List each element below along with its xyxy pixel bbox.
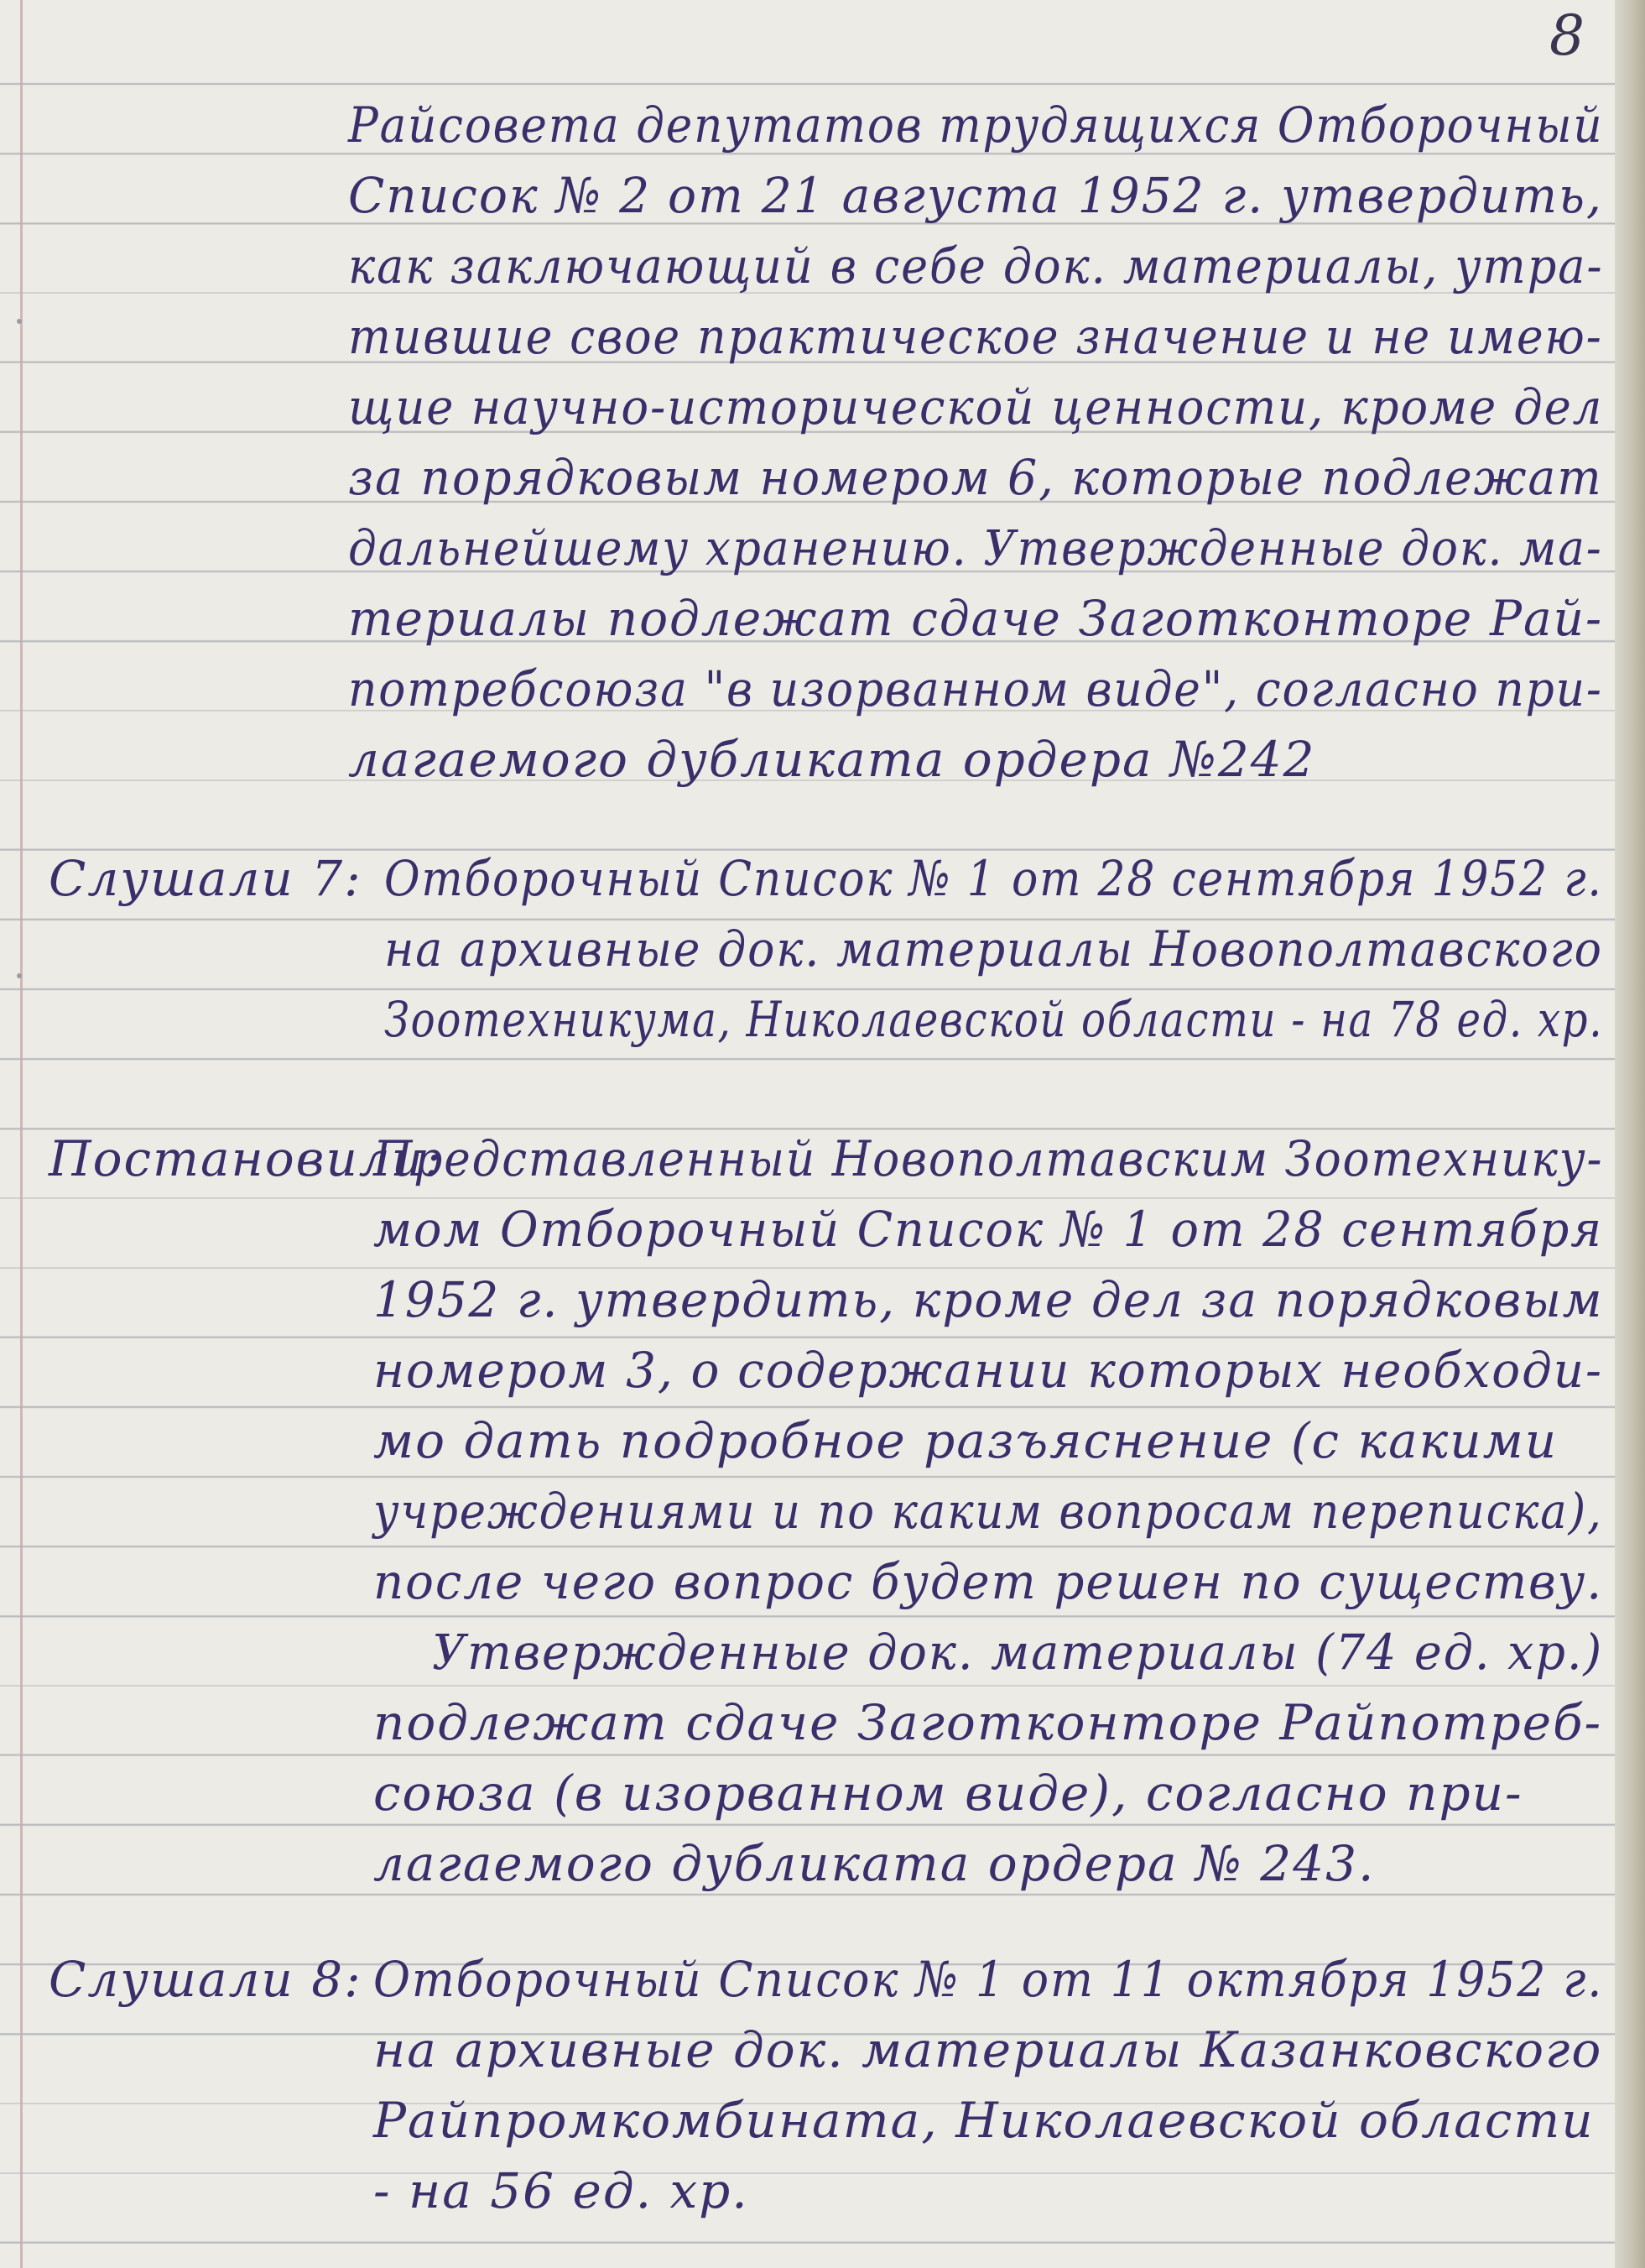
text-line: Список № 2 от 21 августа 1952 г. утвердить, — [348, 167, 1603, 224]
text-line: дальнейшему хранению. Утвержденные док. ма- — [348, 519, 1603, 576]
text-line: тившие свое практическое значение и не имею- — [348, 308, 1603, 365]
text-line: Утвержденные док. материалы (74 ед. хр.) — [432, 1624, 1604, 1681]
binding-edge — [1615, 0, 1645, 2268]
text-line: Райпромкомбината, Николаевской области — [373, 2092, 1595, 2149]
text-line: мо дать подробное разъяснение (с какими — [373, 1412, 1559, 1469]
text-line: мом Отборочный Список № 1 от 28 сентября — [373, 1201, 1603, 1258]
punch-dot — [17, 973, 22, 978]
text-line: на архивные док. материалы Казанковского — [373, 2021, 1603, 2078]
punch-dot — [17, 319, 22, 324]
text-line: 1952 г. утвердить, кроме дел за порядковым — [373, 1271, 1604, 1328]
section-label-heard-7: Слушали 7: — [49, 850, 362, 907]
text-line: Райсовета депутатов трудящихся Отборочный — [348, 96, 1604, 154]
text-line: на архивные док. материалы Новополтавского — [384, 920, 1603, 978]
section-label-heard-8: Слушали 8: — [49, 1951, 362, 2008]
text-line: териалы подлежат сдаче Заготконторе Рай- — [348, 590, 1604, 647]
text-line: номером 3, о содержании которых необходи- — [373, 1342, 1603, 1399]
text-line: - на 56 ед. хр. — [373, 2162, 749, 2219]
text-line: потребсоюза "в изорванном виде", согласно при- — [348, 660, 1603, 717]
text-line: Зоотехникума, Николаевской области - на 78 ед. хр. — [384, 991, 1604, 1048]
page-number: 8 — [1549, 3, 1585, 68]
text-line: учреждениями и по каким вопросам переписка), — [373, 1483, 1603, 1540]
text-line: подлежат сдаче Заготконторе Райпотреб- — [373, 1694, 1603, 1751]
text-line: Представленный Новополтавским Зоотехнику- — [373, 1130, 1604, 1187]
section-label-resolved: Постановили: — [49, 1130, 443, 1187]
text-line: лагаемого дубликата ордера №242 — [348, 731, 1316, 788]
text-line: после чего вопрос будет решен по существу. — [373, 1553, 1603, 1610]
text-line: щие научно-исторической ценности, кроме дел — [348, 378, 1604, 435]
text-line: как заключающий в себе док. материалы, утра- — [348, 237, 1604, 295]
margin-rule — [20, 0, 23, 2268]
text-line: за порядковым номером 6, которые подлежат — [348, 449, 1603, 506]
text-line: Отборочный Список № 1 от 28 сентября 1952 г. — [384, 850, 1603, 907]
text-line: Отборочный Список № 1 от 11 октября 1952 г. — [373, 1951, 1604, 2008]
text-line: лагаемого дубликата ордера № 243. — [373, 1835, 1376, 1892]
text-line: союза (в изорванном виде), согласно при- — [373, 1765, 1523, 1822]
